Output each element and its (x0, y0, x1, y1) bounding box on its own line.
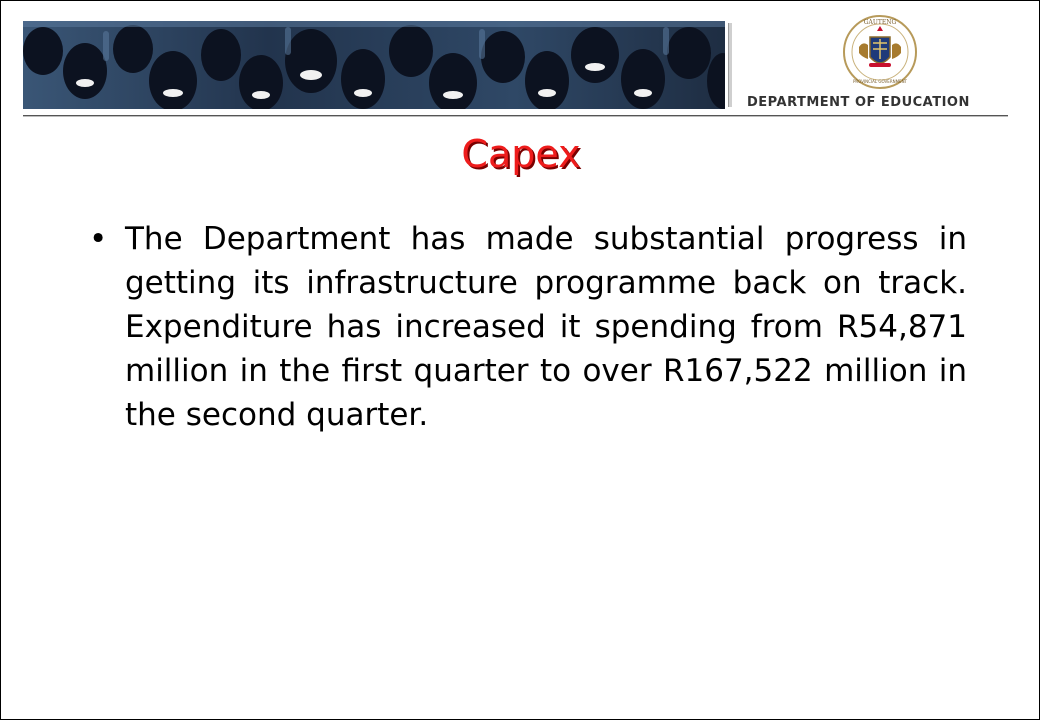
header-rule (23, 115, 1008, 116)
header-banner-photo (23, 21, 725, 109)
slide-title: Capex (461, 132, 581, 176)
svg-text:PROVINCIAL GOVERNMENT: PROVINCIAL GOVERNMENT (852, 79, 908, 84)
department-name: DEPARTMENT OF EDUCATION (747, 95, 970, 110)
header-divider (728, 23, 732, 107)
svg-text:GAUTENG: GAUTENG (863, 19, 897, 26)
bullet-marker: • (89, 221, 108, 257)
bullet-list (87, 217, 967, 437)
bullet-text: The Department has made substantial progress in getting its infrastructure programme back on track. Expenditure has increased it spending from R54,871 million in the first quarter to over R167,522 million in the second quarter. (125, 221, 967, 433)
gauteng-crest-logo (837, 13, 923, 91)
crowd-photo-illustration (23, 21, 725, 109)
bullet-item (87, 217, 967, 437)
